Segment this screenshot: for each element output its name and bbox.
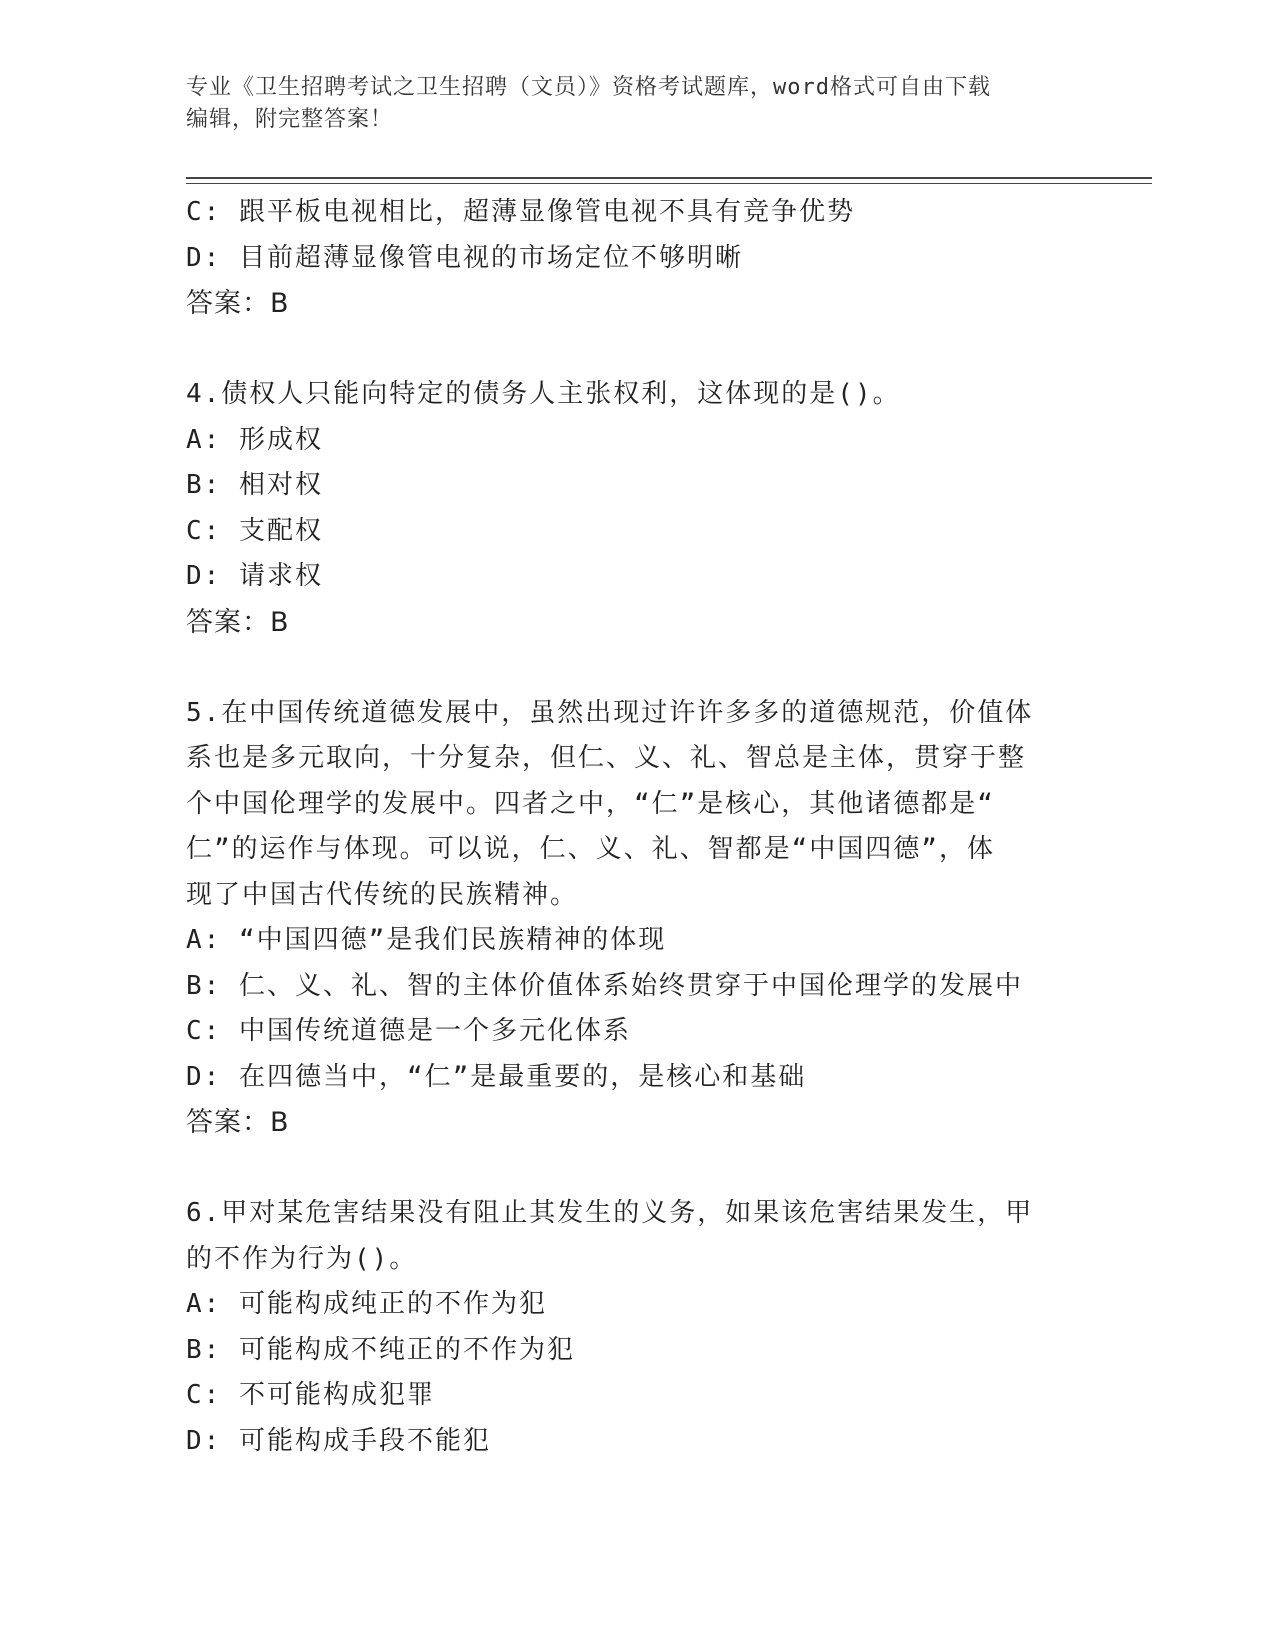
option-d: D: 可能构成手段不能犯 — [186, 1425, 491, 1456]
option-d: D: 请求权 — [186, 561, 323, 591]
header-line-2: 编辑，附完整答案！ — [186, 107, 394, 132]
option-a: A: 形成权 — [186, 424, 323, 455]
option-d: D: 目前超薄显像管电视的市场定位不够明晰 — [186, 242, 743, 273]
option-d: D: 在四德当中，“仁”是最重要的，是核心和基础 — [186, 1061, 807, 1092]
question-stem-line: 5.在中国传统道德发展中，虽然出现过许许多多的道德规范，价值体 — [186, 697, 1034, 728]
question-spacer — [186, 645, 1066, 691]
question-spacer — [186, 327, 1066, 373]
option-b: B: 仁、义、礼、智的主体价值体系始终贯穿于中国伦理学的发展中 — [186, 970, 1023, 1001]
answer-line: 答案：B — [186, 606, 290, 638]
answer-line: 答案：B — [186, 288, 290, 319]
question-5 — [186, 691, 1066, 1146]
question-stem-line: 现了中国古代传统的民族精神。 — [186, 879, 579, 910]
option-c: C: 不可能构成犯罪 — [186, 1380, 435, 1410]
page-header — [186, 72, 1066, 136]
option-b: B: 可能构成不纯正的不作为犯 — [186, 1334, 575, 1365]
option-c: C: 跟平板电视相比，超薄显像管电视不具有竞争优势 — [186, 197, 855, 227]
question-content — [186, 190, 1066, 1464]
question-6 — [186, 1191, 1066, 1464]
question-stem-line: 6.甲对某危害结果没有阻止其发生的义务，如果该危害结果发生，甲 — [186, 1198, 1034, 1228]
option-c: C: 中国传统道德是一个多元化体系 — [186, 1016, 631, 1046]
option-a: A: 可能构成纯正的不作为犯 — [186, 1289, 547, 1319]
header-divider-thin — [186, 183, 1152, 184]
option-c: C: 支配权 — [186, 515, 323, 546]
header-line-1: 专业《卫生招聘考试之卫生招聘（文员）》资格考试题库，word格式可自由下载 — [186, 75, 991, 100]
question-4 — [186, 372, 1066, 645]
question-3-tail — [186, 190, 1066, 327]
header-divider-thick — [186, 177, 1152, 179]
answer-line: 答案：B — [186, 1107, 290, 1138]
question-stem: 4.债权人只能向特定的债务人主张权利，这体现的是()。 — [186, 379, 901, 409]
question-stem-line: 的不作为行为()。 — [186, 1243, 418, 1274]
question-spacer — [186, 1146, 1066, 1192]
question-stem-line: 个中国伦理学的发展中。四者之中，“仁”是核心，其他诸德都是“ — [186, 788, 995, 819]
option-b: B: 相对权 — [186, 470, 323, 500]
option-a: A: “中国四德”是我们民族精神的体现 — [186, 925, 667, 955]
question-stem-line: 系也是多元取向，十分复杂，但仁、义、礼、智总是主体，贯穿于整 — [186, 743, 1027, 773]
question-stem-line: 仁”的运作与体现。可以说，仁、义、礼、智都是“中国四德”，体 — [186, 834, 995, 864]
